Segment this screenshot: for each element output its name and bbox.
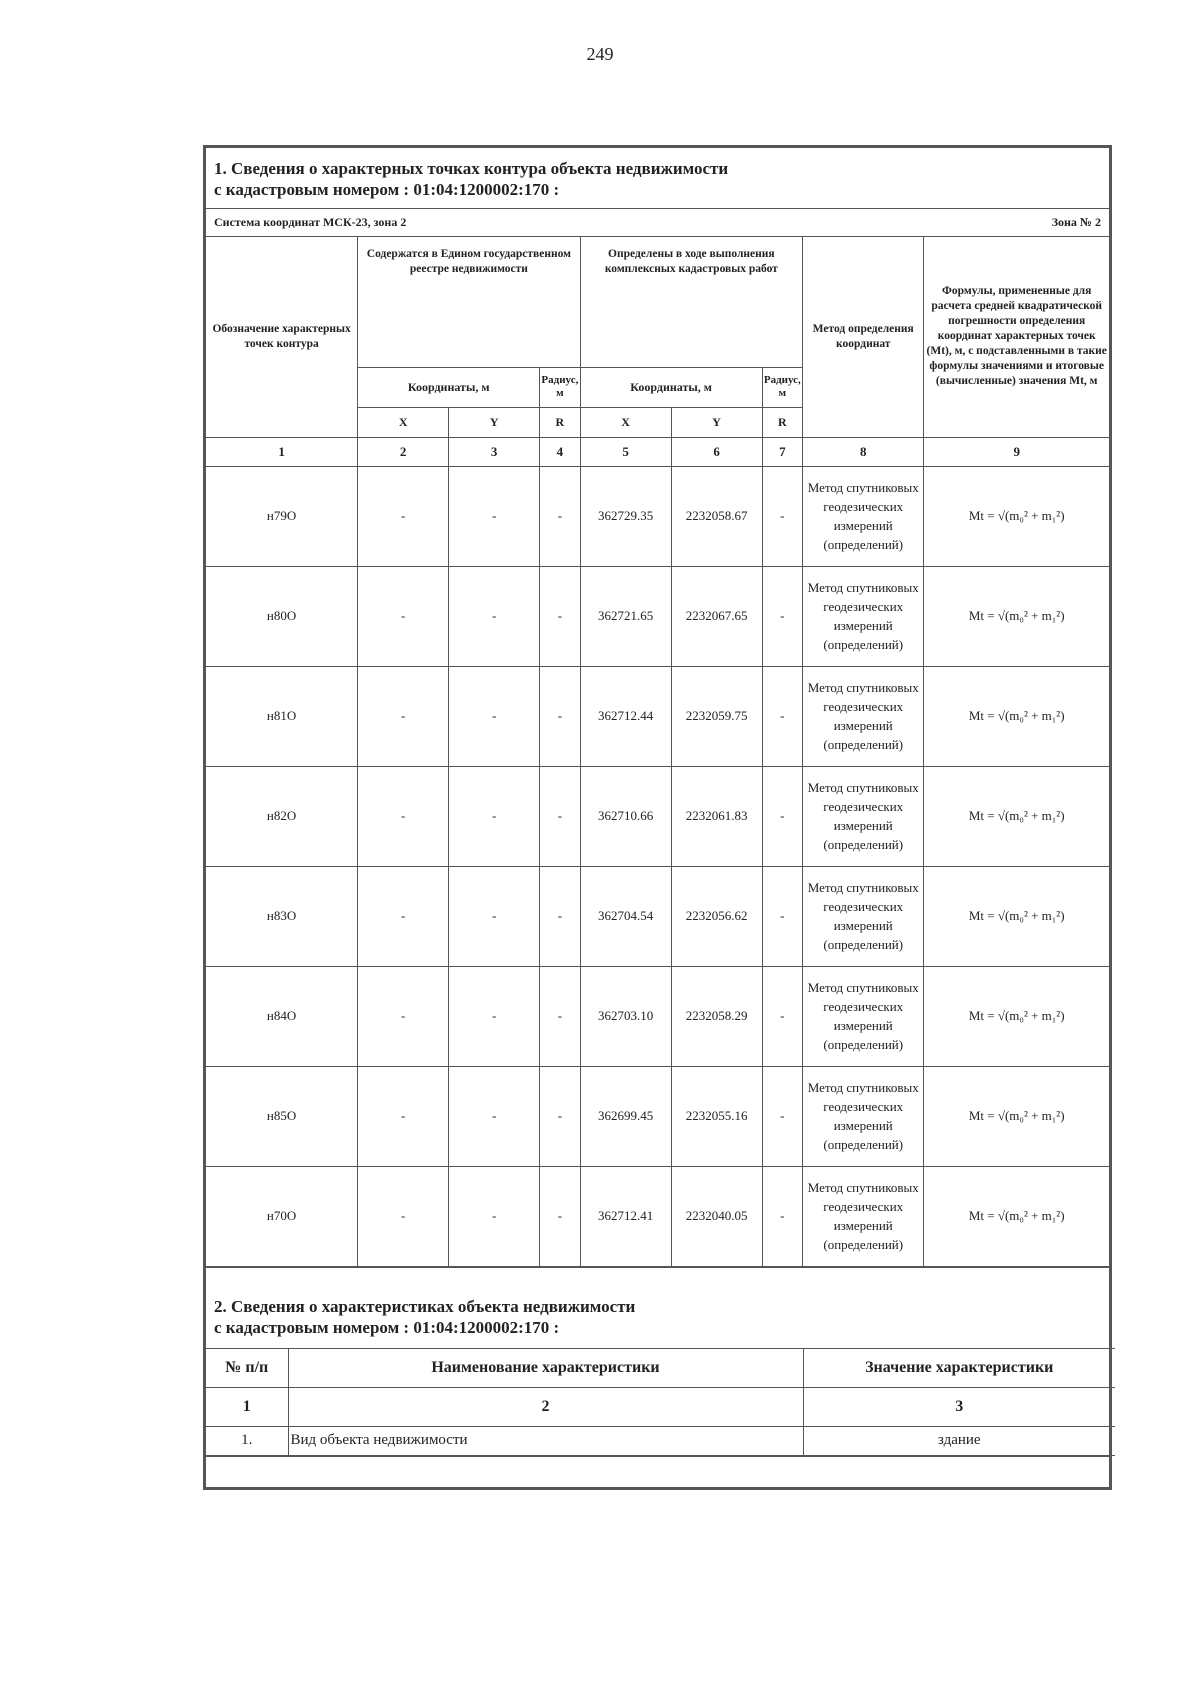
table-row — [206, 866, 1109, 966]
method: Метод спутниковых геодезических измерений (определений) — [803, 666, 924, 766]
zone-label: Зона № 2 — [1051, 215, 1101, 229]
characteristics-header-row — [206, 1348, 1115, 1387]
column-number: 2 — [358, 437, 449, 466]
formula: Mt = √(m₀² + m₁²) — [924, 1066, 1109, 1166]
header-radius-determined: Радиус, м — [762, 367, 802, 407]
table-row — [206, 1426, 1115, 1455]
r-egrn: - — [540, 766, 580, 866]
column-number: 3 — [803, 1387, 1115, 1426]
header-y-egrn: Y — [449, 407, 540, 437]
r-egrn: - — [540, 1166, 580, 1266]
header-formulas: Формулы, примененные для расчета средней квадратической погрешности определения координат характерных точек (Mt), м, с подставленными в такие формулы значениями и итоговые (вычисленные) значения Mt, м — [924, 237, 1109, 437]
radius: - — [762, 1066, 802, 1166]
x-egrn: - — [358, 866, 449, 966]
cadastral-document-frame — [203, 145, 1112, 1490]
x-egrn: - — [358, 666, 449, 766]
x-coordinate: 362729.35 — [580, 466, 671, 566]
section2-title-line2: с кадастровым номером : 01:04:1200002:170 : — [214, 1317, 560, 1337]
header-coords-egrn: Координаты, м — [358, 367, 540, 407]
formula: Mt = √(m₀² + m₁²) — [924, 1166, 1109, 1266]
r-egrn: - — [540, 966, 580, 1066]
point-designation: н85О — [206, 1066, 358, 1166]
section1-title — [206, 148, 1109, 209]
header-x-egrn: X — [358, 407, 449, 437]
radius: - — [762, 966, 802, 1066]
column-number: 1 — [206, 437, 358, 466]
point-designation: н84О — [206, 966, 358, 1066]
x-coordinate: 362703.10 — [580, 966, 671, 1066]
column-number: 6 — [671, 437, 762, 466]
characteristic-value: здание — [803, 1426, 1115, 1455]
coordinate-system-row — [206, 209, 1109, 237]
column-number: 8 — [803, 437, 924, 466]
formula: Mt = √(m₀² + m₁²) — [924, 666, 1109, 766]
radius: - — [762, 666, 802, 766]
x-coordinate: 362699.45 — [580, 1066, 671, 1166]
y-egrn: - — [449, 1066, 540, 1166]
y-coordinate: 2232055.16 — [671, 1066, 762, 1166]
x-coordinate: 362710.66 — [580, 766, 671, 866]
column-number: 5 — [580, 437, 671, 466]
header-coords-determined: Координаты, м — [580, 367, 762, 407]
formula: Mt = √(m₀² + m₁²) — [924, 466, 1109, 566]
section2-title — [206, 1267, 1109, 1348]
table-row — [206, 666, 1109, 766]
formula: Mt = √(m₀² + m₁²) — [924, 966, 1109, 1066]
column-number: 9 — [924, 437, 1109, 466]
x-egrn: - — [358, 1166, 449, 1266]
method: Метод спутниковых геодезических измерений (определений) — [803, 1066, 924, 1166]
x-egrn: - — [358, 1066, 449, 1166]
y-coordinate: 2232058.67 — [671, 466, 762, 566]
method: Метод спутниковых геодезических измерений (определений) — [803, 966, 924, 1066]
radius: - — [762, 866, 802, 966]
radius: - — [762, 566, 802, 666]
points-table — [206, 237, 1109, 1267]
r-egrn: - — [540, 566, 580, 666]
radius: - — [762, 466, 802, 566]
y-egrn: - — [449, 666, 540, 766]
point-designation: н82О — [206, 766, 358, 866]
y-egrn: - — [449, 966, 540, 1066]
header-x-determined: X — [580, 407, 671, 437]
y-coordinate: 2232040.05 — [671, 1166, 762, 1266]
header-radius-egrn: Радиус, м — [540, 367, 580, 407]
r-egrn: - — [540, 1066, 580, 1166]
table-row — [206, 966, 1109, 1066]
column-number: 1 — [206, 1387, 288, 1426]
column-number: 4 — [540, 437, 580, 466]
formula: Mt = √(m₀² + m₁²) — [924, 866, 1109, 966]
method: Метод спутниковых геодезических измерений (определений) — [803, 866, 924, 966]
x-coordinate: 362704.54 — [580, 866, 671, 966]
header-egrn: Содержатся в Едином государственном реестре недвижимости — [358, 237, 580, 367]
section1-title-line1: 1. Сведения о характерных точках контура объекта недвижимости — [214, 159, 729, 178]
y-egrn: - — [449, 1166, 540, 1266]
table-row — [206, 766, 1109, 866]
section1-title-line2: с кадастровым номером : 01:04:1200002:170 : — [214, 180, 560, 199]
point-designation: н83О — [206, 866, 358, 966]
x-egrn: - — [358, 766, 449, 866]
header-num: № п/п — [206, 1348, 288, 1387]
r-egrn: - — [540, 466, 580, 566]
column-number: 2 — [288, 1387, 803, 1426]
method: Метод спутниковых геодезических измерений (определений) — [803, 566, 924, 666]
x-coordinate: 362712.41 — [580, 1166, 671, 1266]
y-coordinate: 2232067.65 — [671, 566, 762, 666]
r-egrn: - — [540, 866, 580, 966]
y-coordinate: 2232058.29 — [671, 966, 762, 1066]
point-designation: н81О — [206, 666, 358, 766]
page-number: 249 — [586, 44, 614, 64]
radius: - — [762, 1166, 802, 1266]
y-egrn: - — [449, 466, 540, 566]
method: Метод спутниковых геодезических измерений (определений) — [803, 1166, 924, 1266]
x-coordinate: 362721.65 — [580, 566, 671, 666]
y-egrn: - — [449, 566, 540, 666]
row-number: 1. — [206, 1426, 288, 1455]
characteristics-number-row — [206, 1387, 1115, 1426]
header-name: Наименование характеристики — [288, 1348, 803, 1387]
r-egrn: - — [540, 666, 580, 766]
y-coordinate: 2232059.75 — [671, 666, 762, 766]
column-number-row — [206, 437, 1109, 466]
table-row — [206, 466, 1109, 566]
point-designation: н80О — [206, 566, 358, 666]
header-method: Метод определения координат — [803, 237, 924, 437]
y-coordinate: 2232056.62 — [671, 866, 762, 966]
point-designation: н70О — [206, 1166, 358, 1266]
y-coordinate: 2232061.83 — [671, 766, 762, 866]
section2-title-line1: 2. Сведения о характеристиках объекта недвижимости — [214, 1296, 636, 1316]
x-egrn: - — [358, 566, 449, 666]
y-egrn: - — [449, 766, 540, 866]
x-egrn: - — [358, 966, 449, 1066]
method: Метод спутниковых геодезических измерений (определений) — [803, 766, 924, 866]
header-r-determined: R — [762, 407, 802, 437]
radius: - — [762, 766, 802, 866]
header-designation: Обозначение характерных точек контура — [206, 237, 358, 437]
column-number: 3 — [449, 437, 540, 466]
y-egrn: - — [449, 866, 540, 966]
header-y-determined: Y — [671, 407, 762, 437]
x-coordinate: 362712.44 — [580, 666, 671, 766]
header-r-egrn: R — [540, 407, 580, 437]
method: Метод спутниковых геодезических измерений (определений) — [803, 466, 924, 566]
characteristic-name: Вид объекта недвижимости — [288, 1426, 803, 1455]
formula: Mt = √(m₀² + m₁²) — [924, 566, 1109, 666]
table-row — [206, 1066, 1109, 1166]
table-row — [206, 566, 1109, 666]
coordinate-system-label: Система координат МСК-23, зона 2 — [214, 215, 407, 229]
point-designation: н79О — [206, 466, 358, 566]
table-row — [206, 1166, 1109, 1266]
header-determined: Определены в ходе выполнения комплексных кадастровых работ — [580, 237, 802, 367]
header-value: Значение характеристики — [803, 1348, 1115, 1387]
empty-row — [206, 1456, 1109, 1487]
characteristics-table — [206, 1348, 1115, 1456]
column-number: 7 — [762, 437, 802, 466]
formula: Mt = √(m₀² + m₁²) — [924, 766, 1109, 866]
x-egrn: - — [358, 466, 449, 566]
